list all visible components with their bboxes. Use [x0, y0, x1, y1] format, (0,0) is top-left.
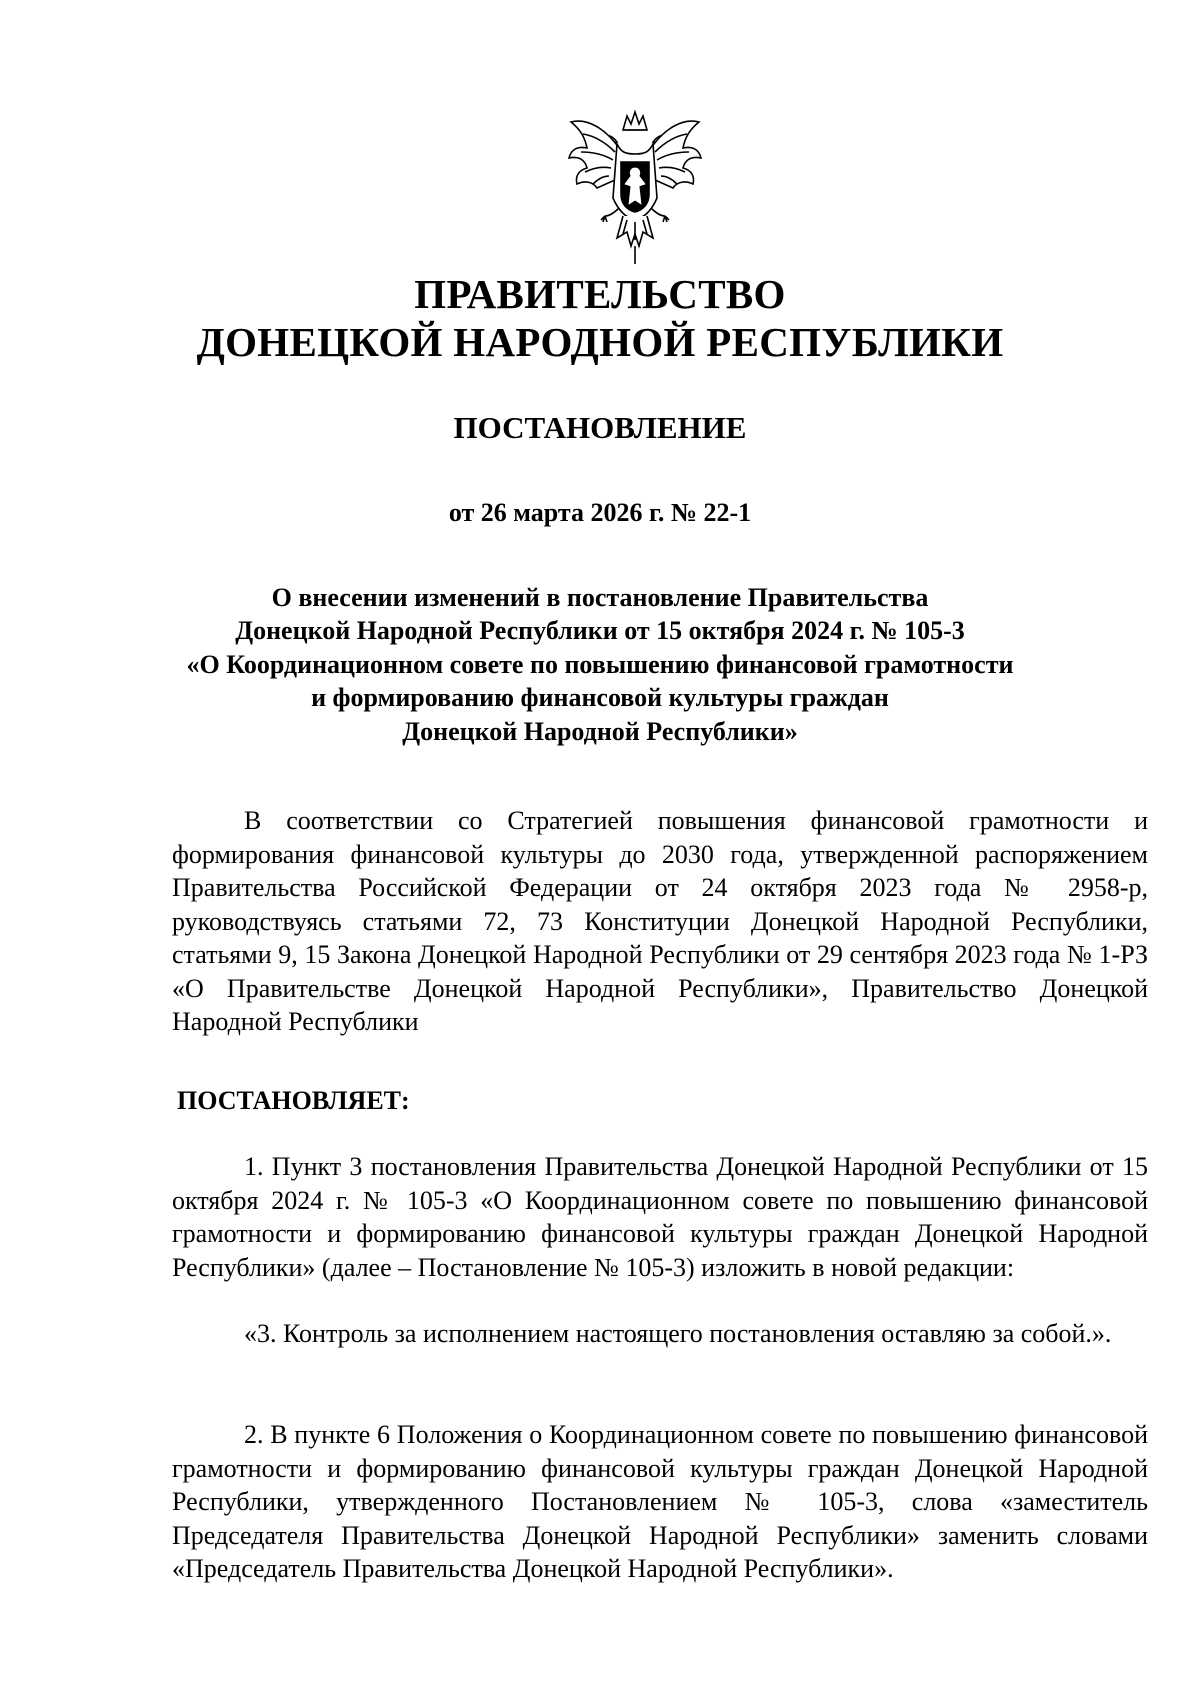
item-1-quote-paragraph: [172, 1317, 1148, 1351]
item-1-text: 1. Пункт 3 постановления Правительства Донецкой Народной Республики от 15 октября 2024 г. № 105-3 «О Координационном совете по повышению финансовой грамотности и формированию финансовой культуры граждан Донецкой Народной Республики» (далее – Постановление № 105-3) изложить в новой редакции:: [172, 1152, 1148, 1282]
item-1-paragraph: [172, 1150, 1148, 1284]
preamble-text: В соответствии со Стратегией повышения финансовой грамотности и формирования финансовой культуры до 2030 года, утвержденной распоряжением Правительства Российской Федерации от 24 октября 2023 года № 2958-р, руководствуясь статьями 72, 73 Конституции Донецкой Народной Республики, статьями 9, 15 Закона Донецкой Народной Республики от 29 сентября 2023 года № 1-РЗ «О Правительстве Донецкой Народной Республики», Правительство Донецкой Народной Республики: [172, 806, 1148, 1036]
document-title-line: и формированию финансовой культуры граждан: [311, 683, 889, 713]
preamble-paragraph: [172, 804, 1148, 1039]
coat-of-arms-icon: [565, 108, 705, 266]
document-date-number: от 26 марта 2026 г. № 22-1: [448, 498, 752, 527]
organization-name-line-2: ДОНЕЦКОЙ НАРОДНОЙ РЕСПУБЛИКИ: [196, 319, 1004, 365]
document-title-line: Донецкой Народной Республики от 15 октября 2024 г. № 105-3: [235, 616, 965, 646]
item-2-paragraph: [172, 1418, 1148, 1586]
document-title-line: Донецкой Народной Республики»: [402, 716, 798, 746]
document-title-line: «О Координационном совете по повышению финансовой грамотности: [186, 649, 1014, 679]
organization-name-line-1: ПРАВИТЕЛЬСТВО: [414, 271, 786, 317]
document-type: ПОСТАНОВЛЕНИЕ: [453, 410, 747, 445]
item-2-text: 2. В пункте 6 Положения о Координационном совете по повышению финансовой грамотности и формированию финансовой культуры граждан Донецкой Народной Республики, утвержденного Постановлением № 105-3, слова «заместитель Председателя Правительства Донецкой Народной Республики» заменить словами «Председатель Правительства Донецкой Народной Республики».: [172, 1420, 1148, 1583]
resolves-heading: ПОСТАНОВЛЯЕТ:: [177, 1086, 410, 1115]
document-title-line: О внесении изменений в постановление Правительства: [271, 583, 929, 612]
item-1-quote-text: «3. Контроль за исполнением настоящего постановления оставляю за собой.».: [244, 1319, 1112, 1348]
document-title: [0, 581, 1200, 748]
